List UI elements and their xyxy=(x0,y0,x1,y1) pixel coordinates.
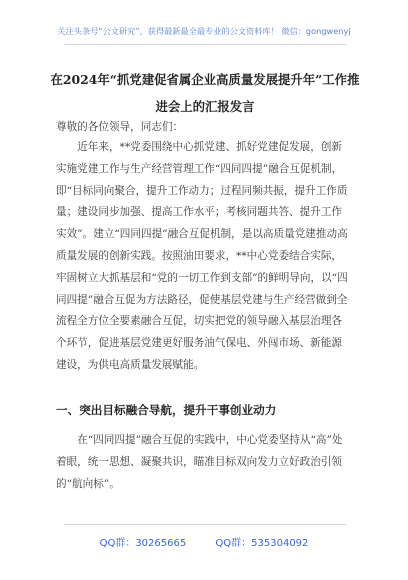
section-heading: 一、突出目标融合导航，提升干事创业动力 xyxy=(56,403,277,417)
header-notice: 关注头条号“公文研究”，获得最新最全最专业的公文资料库！ 微信：gongwenyj xyxy=(57,26,351,36)
footer-qq-primary: QQ群：30265665 xyxy=(99,538,187,549)
paragraph-section-one: 在“四同四提”融合互促的实践中，中心党委坚持从“高”处着眼，统一思想、凝聚共识，瞄准目标双向发力立好政治引领的“航向标”。 xyxy=(56,434,343,490)
paragraph-intro: 近年来，**党委围绕中心抓党建、抓好党建促发展，创新实施党建工作与生产经营管理工作“四同四提”融合互促机制，即“目标同向聚合，提升工作动力；过程同频共振，提升工作质量；建设同步加强、提高工作水平；考核同题共答、提升工作实效”。建立“四同四提”融合互促机制，是以高质量党建推动高质量发展的创新实践。按照油田要求，**中心党委结合实际，牢固树立大抓基层和“党的一切工作到支部”的鲜明导向，以“四同四提”融合互促为方法路径，促使基层党建与生产经营做到全流程全方位全要素融合互促，切实把党的领导融入基层治理各个环节，促进基层党建更好服务油气保电、外闯市场、新能源建设，为供电高质量发展赋能。 xyxy=(56,141,348,371)
salutation: 尊敬的各位领导，同志们： xyxy=(56,121,184,133)
document-title: 在2024年“抓党建促省属企业高质量发展提升年”工作推进会上的汇报发言 xyxy=(50,72,360,114)
header-divider xyxy=(64,44,346,45)
footer xyxy=(0,534,408,549)
footer-qq-secondary: QQ群：535304092 xyxy=(215,538,309,549)
footer-divider xyxy=(64,524,346,525)
